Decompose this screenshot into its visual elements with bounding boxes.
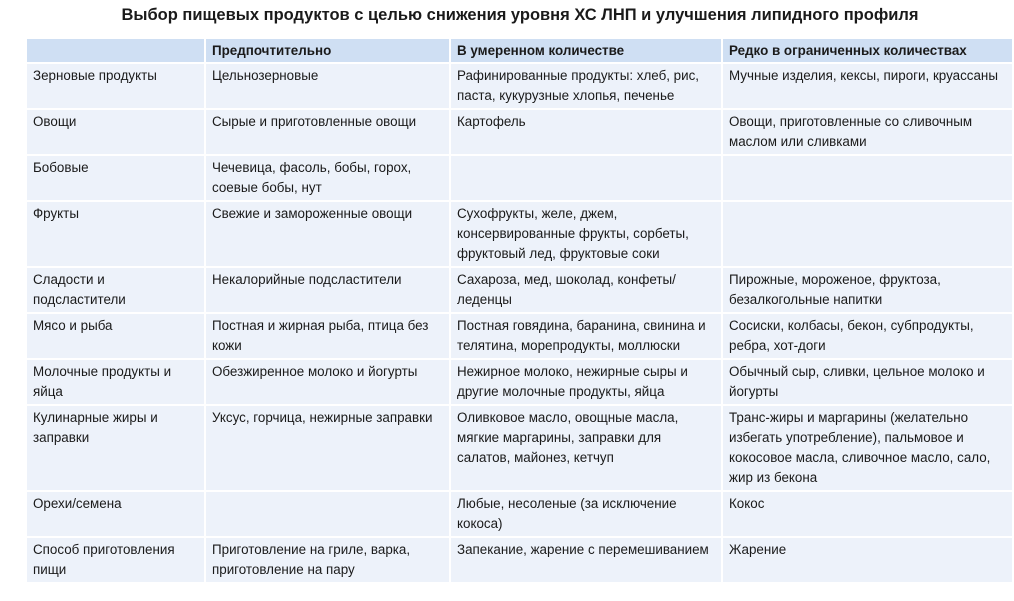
cell-rarely: Кокос: [723, 490, 1012, 536]
table-row: [27, 200, 1012, 266]
cell-preferred: Постная и жирная рыба, птица без кожи: [206, 312, 451, 358]
cell-moderate: Картофель: [451, 108, 723, 154]
header-rarely: Редко в ограниченных количествах: [723, 39, 1012, 62]
cell-moderate: Сахароза, мед, шоколад, конфеты/леденцы: [451, 266, 723, 312]
table-row: [27, 62, 1012, 108]
cell-preferred: Свежие и замороженные овощи: [206, 200, 451, 266]
header-moderate: В умеренном количестве: [451, 39, 723, 62]
header-preferred: Предпочтительно: [206, 39, 451, 62]
row-category: Овощи: [27, 108, 206, 154]
table-row: [27, 358, 1012, 404]
header-category: [27, 39, 206, 62]
table-row: [27, 108, 1012, 154]
page-title: Выбор пищевых продуктов с целью снижения уровня ХС ЛНП и улучшения липидного профиля: [121, 6, 919, 24]
row-category: Молочные продукты и яйца: [27, 358, 206, 404]
table-row: [27, 154, 1012, 200]
table-header-row: [27, 39, 1012, 62]
row-category: Фрукты: [27, 200, 206, 266]
cell-moderate: Сухофрукты, желе, джем, консервированные фрукты, сорбеты, фруктовый лед, фруктовые соки: [451, 200, 723, 266]
cell-preferred: Приготовление на гриле, варка, приготовление на пару: [206, 536, 451, 582]
row-category: Кулинарные жиры и заправки: [27, 404, 206, 490]
cell-moderate: Оливковое масло, овощные масла, мягкие маргарины, заправки для салатов, майонез, кетчуп: [451, 404, 723, 490]
cell-moderate: Рафинированные продукты: хлеб, рис, паста, кукурузные хлопья, печенье: [451, 62, 723, 108]
row-category: Мясо и рыба: [27, 312, 206, 358]
table-row: [27, 266, 1012, 312]
cell-rarely: [723, 200, 1012, 266]
cell-rarely: Транс-жиры и маргарины (желательно избегать употребление), пальмовое и кокосовое масла, сливочное масло, сало, жир из бекона: [723, 404, 1012, 490]
cell-rarely: Пирожные, мороженое, фруктоза, безалкогольные напитки: [723, 266, 1012, 312]
cell-rarely: [723, 154, 1012, 200]
table-row: [27, 404, 1012, 490]
row-category: Способ приготовления пищи: [27, 536, 206, 582]
cell-preferred: [206, 490, 451, 536]
cell-rarely: Мучные изделия, кексы, пироги, круассаны: [723, 62, 1012, 108]
table-row: [27, 536, 1012, 582]
cell-preferred: Обезжиренное молоко и йогурты: [206, 358, 451, 404]
cell-rarely: Овощи, приготовленные со сливочным маслом или сливками: [723, 108, 1012, 154]
cell-preferred: Чечевица, фасоль, бобы, горох, соевые бобы, нут: [206, 154, 451, 200]
row-category: Сладости и подсластители: [27, 266, 206, 312]
row-category: Орехи/семена: [27, 490, 206, 536]
cell-preferred: Цельнозерновые: [206, 62, 451, 108]
table-row: [27, 490, 1012, 536]
cell-preferred: Сырые и приготовленные овощи: [206, 108, 451, 154]
cell-moderate: Нежирное молоко, нежирные сыры и другие молочные продукты, яйца: [451, 358, 723, 404]
food-choice-table: [27, 39, 1012, 582]
cell-rarely: Сосиски, колбасы, бекон, субпродукты, ребра, хот-доги: [723, 312, 1012, 358]
row-category: Зерновые продукты: [27, 62, 206, 108]
cell-rarely: Жарение: [723, 536, 1012, 582]
cell-preferred: Уксус, горчица, нежирные заправки: [206, 404, 451, 490]
cell-preferred: Некалорийные подсластители: [206, 266, 451, 312]
cell-moderate: Любые, несоленые (за исключение кокоса): [451, 490, 723, 536]
cell-moderate: Запекание, жарение с перемешиванием: [451, 536, 723, 582]
row-category: Бобовые: [27, 154, 206, 200]
table-row: [27, 312, 1012, 358]
cell-rarely: Обычный сыр, сливки, цельное молоко и йогурты: [723, 358, 1012, 404]
cell-moderate: [451, 154, 723, 200]
cell-moderate: Постная говядина, баранина, свинина и телятина, морепродукты, моллюски: [451, 312, 723, 358]
